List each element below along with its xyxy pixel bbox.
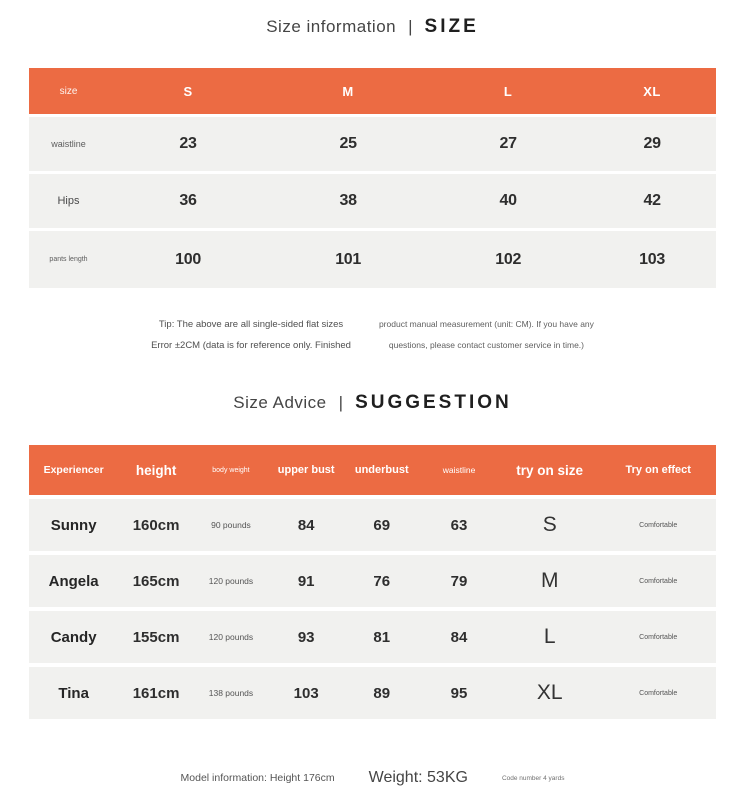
size-table-corner-label: size [59,85,78,97]
table-row-waistline [29,117,716,171]
table-cell: 42 [643,192,661,209]
cell-try-on-size: L [543,625,556,648]
cell-name: Sunny [50,516,97,534]
suggestion-table-header-row [29,445,716,495]
cell-name: Tina [58,684,89,702]
cell-try-on-size: M [540,569,559,592]
cell-underbust: 69 [373,516,391,534]
measurement-tip [0,314,745,356]
col-try-on-size: try on size [516,462,584,478]
cell-waistline: 84 [450,628,468,646]
cell-effect: Comfortable [639,521,678,529]
table-cell: 40 [499,192,517,209]
size-information-title-text: Size information [266,17,397,36]
size-table-header-row [29,68,716,114]
size-table [29,68,716,288]
col-body-weight: body weight [212,466,250,474]
cell-upper-bust: 103 [293,684,319,702]
size-information-title [0,0,745,38]
tip-line: questions, please contact customer service in time.) [388,340,584,350]
cell-upper-bust: 84 [297,516,315,534]
col-experiencer: Experiencer [43,464,104,476]
tip-line: Error ±2CM (data is for reference only. Finished [151,340,351,351]
table-row-sunny [29,499,716,551]
model-weight-text: Weight: 53KG [368,769,468,786]
table-row-pants-length [29,231,716,288]
cell-waistline: 95 [450,684,468,702]
cell-try-on-size: XL [536,681,563,704]
cell-effect: Comfortable [639,577,678,585]
table-cell: 36 [179,192,197,209]
cell-try-on-size: S [542,513,557,536]
size-advice-title-text: Size Advice [233,393,327,412]
size-col-l: L [503,83,513,99]
table-cell: 102 [495,250,522,268]
cell-underbust: 89 [373,684,391,702]
title-divider: | [338,393,344,412]
table-cell: 103 [639,250,665,268]
col-underbust: underbust [354,464,409,476]
cell-body-weight: 90 pounds [211,520,251,530]
col-height: height [135,462,177,478]
table-row-hips [29,174,716,228]
cell-body-weight: 120 pounds [208,632,254,642]
tip-line: product manual measurement (unit: CM). If you have any [378,319,594,329]
cell-upper-bust: 91 [297,572,315,590]
cell-underbust: 76 [373,572,391,590]
size-col-m: M [342,83,354,99]
model-info-footer [0,769,745,787]
size-advice-title-en: SUGGESTION [355,392,512,413]
size-advice-title [0,392,745,414]
size-col-xl: XL [643,83,661,99]
table-row-tina [29,667,716,719]
cell-height: 165cm [132,572,180,590]
cell-waistline: 63 [450,516,468,534]
table-cell: 29 [643,135,661,152]
table-cell: 25 [339,135,357,152]
cell-upper-bust: 93 [297,628,315,646]
cell-height: 155cm [132,628,180,646]
table-cell: 27 [499,135,517,152]
cell-name: Candy [50,628,97,646]
suggestion-table [29,445,716,719]
cell-name: Angela [48,572,99,590]
title-divider: | [408,17,413,36]
table-row-candy [29,611,716,663]
cell-height: 161cm [132,684,180,702]
cell-waistline: 79 [450,572,468,590]
cell-underbust: 81 [373,628,391,646]
cell-height: 160cm [132,516,180,534]
table-row-angela [29,555,716,607]
model-info-text: Model information: Height 176cm [180,772,335,784]
cell-body-weight: 120 pounds [208,576,254,586]
tip-left-column [151,314,351,356]
row-label-hips: Hips [57,195,80,207]
col-upper-bust: upper bust [277,464,335,476]
col-waistline: waistline [442,465,476,475]
size-information-title-en: SIZE [424,16,479,37]
table-cell: 38 [339,192,357,209]
table-cell: 23 [179,135,197,152]
table-cell: 101 [335,250,361,268]
cell-effect: Comfortable [639,689,678,697]
model-code-text: Code number 4 yards [501,774,565,782]
row-label-pants-length: pants length [49,256,88,263]
tip-right-column [379,314,594,356]
row-label-waistline: waistline [51,139,86,149]
col-try-on-effect: Try on effect [625,464,691,476]
cell-body-weight: 138 pounds [208,688,254,698]
tip-line: Tip: The above are all single-sided flat sizes [158,319,344,330]
table-cell: 100 [175,250,201,268]
cell-effect: Comfortable [639,633,678,641]
size-col-s: S [183,83,193,99]
